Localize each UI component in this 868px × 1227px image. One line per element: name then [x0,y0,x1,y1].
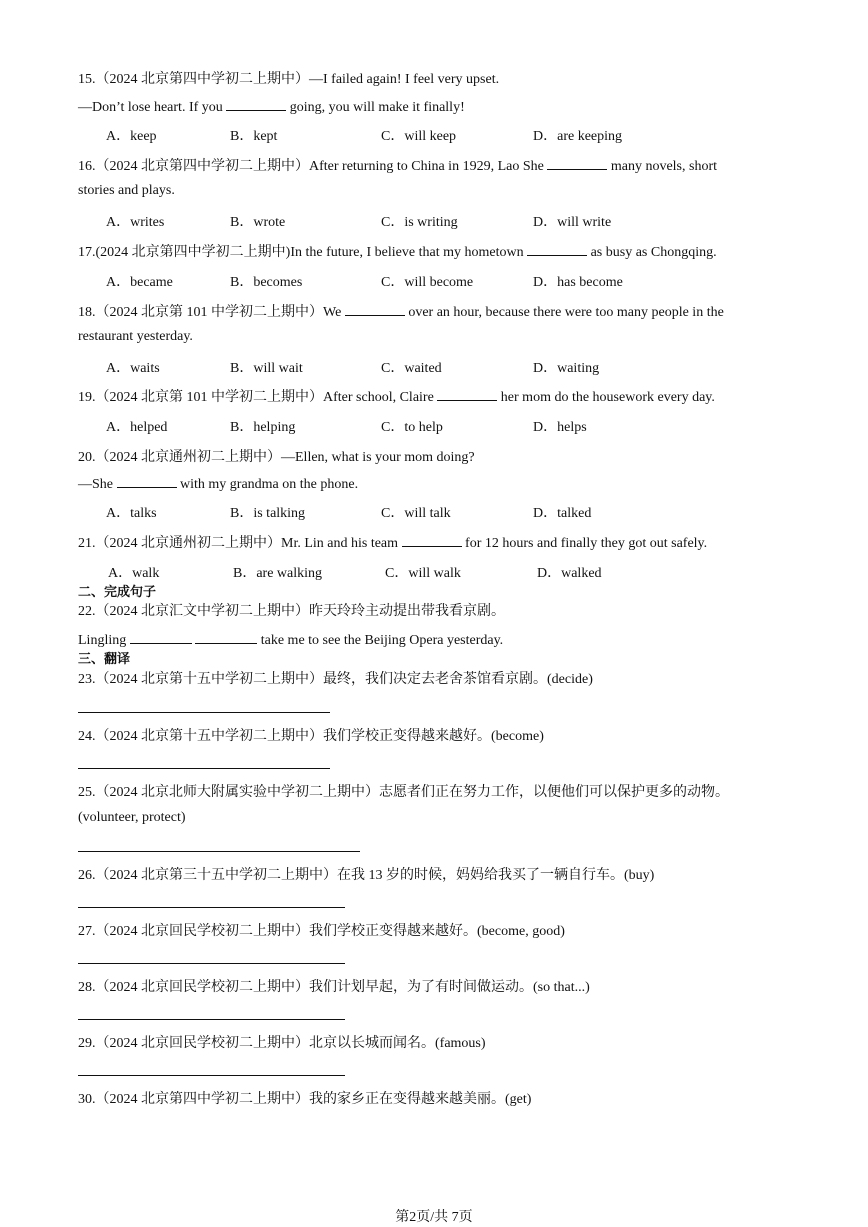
question-source: （2024 北京通州初二上期中） [95,536,281,551]
question-28 [78,976,590,996]
section-heading-translation: 三、翻译 [78,652,131,667]
answer-blank[interactable] [345,302,405,316]
page-number: 第2页/共 7页 [395,1210,473,1225]
question-source: （2024 北京回民学校初二上期中） [95,924,309,939]
question-text: her mom do the housework every day. [500,390,715,405]
option-a[interactable]: A．became [106,275,173,290]
question-number: 24. [78,729,96,744]
question-number: 19. [78,390,96,405]
question-number: 21. [78,536,96,551]
answer-blank[interactable] [117,474,177,488]
answer-blank[interactable] [437,387,497,401]
option-d[interactable]: D．walked [537,566,602,581]
question-20-line2 [78,474,358,493]
question-text: —I failed again! I feel very upset. [309,72,500,87]
option-a[interactable]: A．waits [106,361,160,376]
question-source: （2024 北京第十五中学初二上期中） [95,672,323,687]
option-b[interactable]: B．helping [230,420,296,435]
question-source: （2024 北京第 101 中学初二上期中） [95,305,323,320]
question-29 [78,1032,486,1052]
option-a[interactable]: A．writes [106,215,165,230]
option-c[interactable]: C．will talk [381,506,451,521]
question-15 [78,68,499,88]
option-c[interactable]: C．will walk [385,566,461,581]
question-19 [78,386,715,406]
answer-blank[interactable] [226,97,286,111]
question-text: —Don’t lose heart. If you [78,100,223,115]
question-source: （2024 北京第四中学初二上期中） [95,159,309,174]
option-c[interactable]: C．will keep [381,129,457,144]
question-source: （2024 北京通州初二上期中） [95,450,281,465]
answer-line[interactable] [78,1019,345,1020]
question-text: over an hour, because there were too many people in the [408,305,724,320]
question-18-line2: restaurant yesterday. [78,329,193,344]
question-number: 20. [78,450,96,465]
question-text: with my grandma on the phone. [180,477,359,492]
question-18 [78,301,724,321]
question-number: 29. [78,1036,96,1051]
option-d[interactable]: D．has become [533,275,623,290]
question-number: 30. [78,1092,96,1107]
question-27 [78,920,565,940]
option-a[interactable]: A．helped [106,420,168,435]
question-25 [78,781,729,801]
question-source: (2024 北京第四中学初二上期中) [95,245,291,260]
answer-blank[interactable] [130,630,192,644]
question-21 [78,532,707,552]
answer-blank[interactable] [547,156,607,170]
question-15-options [106,125,806,143]
option-d[interactable]: D．helps [533,420,587,435]
question-text: In the future, I believe that my hometown [290,245,524,260]
question-21-options [106,562,806,580]
answer-line[interactable] [78,768,330,769]
question-number: 27. [78,924,96,939]
option-d[interactable]: D．are keeping [533,129,623,144]
question-text: for 12 hours and finally they got out safely. [465,536,708,551]
question-16-line2: stories and plays. [78,183,175,198]
question-19-options [106,416,806,434]
option-c[interactable]: C．is writing [381,215,458,230]
question-text: 我们计划早起，为了有时间做运动。(so that...) [309,980,590,995]
question-source: （2024 北京第 101 中学初二上期中） [95,390,323,405]
question-text: 我们学校正变得越来越好。(become, good) [309,924,565,939]
option-c[interactable]: C．will become [381,275,474,290]
option-b[interactable]: B．is talking [230,506,306,521]
question-source: （2024 北京回民学校初二上期中） [95,980,309,995]
question-number: 18. [78,305,96,320]
question-15-line2 [78,97,465,116]
question-23 [78,668,593,688]
question-source: （2024 北京北师大附属实验中学初二上期中） [95,785,379,800]
answer-line[interactable] [78,1075,345,1076]
question-text: take me to see the Beijing Opera yesterday. [260,633,504,648]
option-b[interactable]: B．are walking [233,566,323,581]
question-text: 我的家乡正在变得越来越美丽。(get) [309,1092,532,1107]
question-18-options [106,357,806,375]
question-16 [78,155,717,175]
question-30 [78,1088,531,1108]
option-b[interactable]: B．wrote [230,215,286,230]
question-24 [78,725,544,745]
question-source: （2024 北京回民学校初二上期中） [95,1036,309,1051]
question-source: （2024 北京汇文中学初二上期中） [95,604,309,619]
option-a[interactable]: A．talks [106,506,157,521]
question-text: 昨天玲玲主动提出带我看京剧。 [309,604,505,619]
question-source: （2024 北京第四中学初二上期中） [95,1092,309,1107]
question-22 [78,600,505,620]
answer-blank[interactable] [527,242,587,256]
question-text: 志愿者们正在努力工作，以便他们可以保护更多的动物。 [379,785,729,800]
question-text: 我们学校正变得越来越好。(become) [323,729,544,744]
option-d[interactable]: D．talked [533,506,592,521]
question-text: Lingling [78,633,127,648]
question-text: 最终，我们决定去老舍茶馆看京剧。(decide) [323,672,593,687]
question-26 [78,864,654,884]
question-text: Mr. Lin and his team [281,536,399,551]
question-22-line2 [78,630,503,649]
option-b[interactable]: B．will wait [230,361,303,376]
question-20-options [106,502,806,520]
section-heading-complete-sentences: 二、完成句子 [78,585,157,600]
option-d[interactable]: D．waiting [533,361,600,376]
answer-blank[interactable] [402,533,462,547]
question-number: 16. [78,159,96,174]
question-text: 在我 13 岁的时候，妈妈给我买了一辆自行车。(buy) [337,868,655,883]
question-source: （2024 北京第十五中学初二上期中） [95,729,323,744]
question-text: 北京以长城而闻名。(famous) [309,1036,486,1051]
question-25-line2: (volunteer, protect) [78,810,186,825]
question-16-options [106,211,806,229]
question-text: as busy as Chongqing. [590,245,717,260]
question-source: （2024 北京第四中学初二上期中） [95,72,309,87]
option-a[interactable]: A．keep [106,129,157,144]
answer-line[interactable] [78,851,360,852]
question-text: We [323,305,342,320]
question-number: 23. [78,672,96,687]
question-number: 25. [78,785,96,800]
option-c[interactable]: C．waited [381,361,442,376]
question-text: going, you will make it finally! [289,100,465,115]
question-number: 15. [78,72,96,87]
option-a[interactable]: A．walk [108,566,160,581]
question-17-options [106,271,806,289]
question-text: —She [78,477,113,492]
answer-line[interactable] [78,907,345,908]
answer-blank[interactable] [195,630,257,644]
option-b[interactable]: B．becomes [230,275,303,290]
question-17 [78,241,717,261]
question-source: （2024 北京第三十五中学初二上期中） [95,868,337,883]
question-number: 26. [78,868,96,883]
option-b[interactable]: B．kept [230,129,278,144]
question-number: 22. [78,604,96,619]
option-d[interactable]: D．will write [533,215,612,230]
answer-line[interactable] [78,963,345,964]
option-c[interactable]: C．to help [381,420,443,435]
question-text: After returning to China in 1929, Lao She [309,159,544,174]
question-number: 28. [78,980,96,995]
question-number: 17. [78,245,96,260]
answer-line[interactable] [78,712,330,713]
question-20 [78,446,475,466]
question-text: —Ellen, what is your mom doing? [281,450,475,465]
question-text: After school, Claire [323,390,434,405]
question-text: many novels, short [610,159,717,174]
